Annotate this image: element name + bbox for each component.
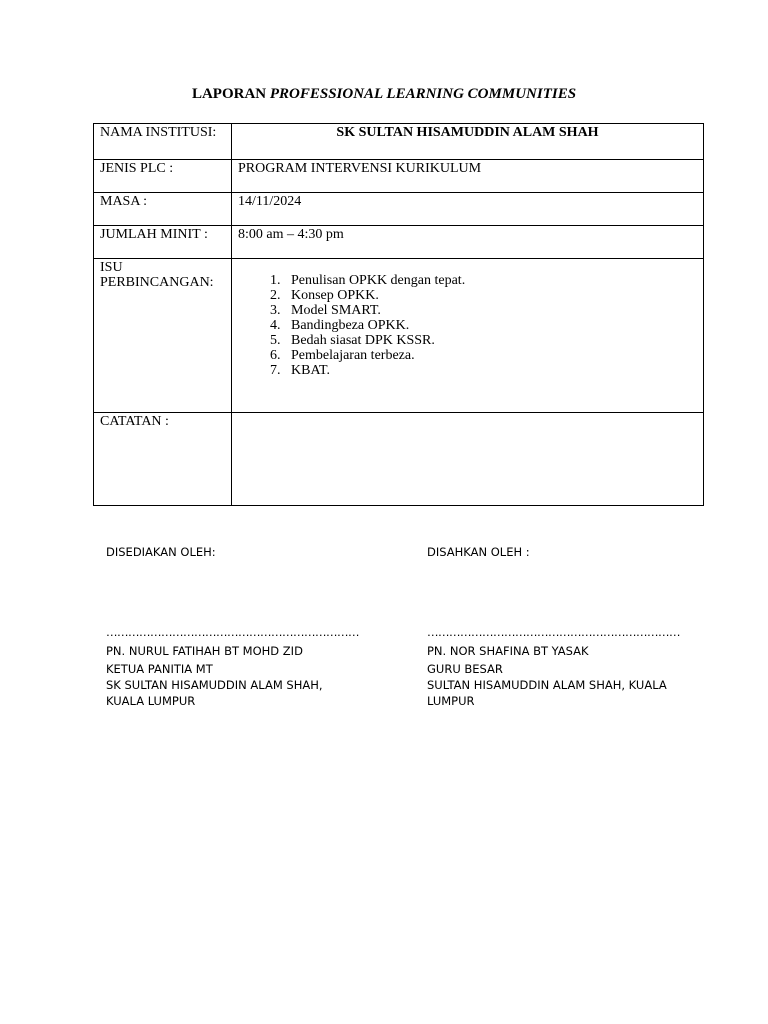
- list-item: 2. Konsep OPKK.: [284, 288, 697, 303]
- signatory-role: GURU BESAR: [427, 662, 503, 676]
- signatory-address: SK SULTAN HISAMUDDIN ALAM SHAH, KUALA LUMPUR: [106, 678, 323, 708]
- signatory-name: PN. NURUL FATIHAH BT MOHD ZID: [106, 644, 303, 658]
- table-row: [94, 193, 704, 226]
- value-catatan: [232, 413, 704, 506]
- signature-line: ……………………………………………………………: [427, 625, 680, 639]
- report-title: [0, 86, 768, 103]
- label-jumlah-minit: JUMLAH MINIT :: [94, 226, 232, 259]
- signature-heading: DISAHKAN OLEH :: [427, 545, 530, 559]
- list-item: 1. Penulisan OPKK dengan tepat.: [284, 273, 697, 288]
- value-masa: 14/11/2024: [232, 193, 704, 226]
- signature-block-approved: [427, 544, 687, 709]
- list-item: 5. Bedah siasat DPK KSSR.: [284, 333, 697, 348]
- issues-list: [238, 273, 697, 378]
- signature-line: ……………………………………………………………: [106, 625, 359, 639]
- list-item: 7. KBAT.: [284, 363, 697, 378]
- value-isu-perbincangan: [232, 259, 704, 413]
- label-catatan: CATATAN :: [94, 413, 232, 506]
- signatory-address: SULTAN HISAMUDDIN ALAM SHAH, KUALA LUMPUR: [427, 678, 667, 708]
- label-jenis-plc: JENIS PLC :: [94, 160, 232, 193]
- list-item: 6. Pembelajaran terbeza.: [284, 348, 697, 363]
- signature-block-prepared: [106, 544, 359, 709]
- table-row: [94, 226, 704, 259]
- title-italic: PROFESSIONAL LEARNING COMMUNITIES: [269, 86, 577, 102]
- value-jenis-plc: PROGRAM INTERVENSI KURIKULUM: [232, 160, 704, 193]
- label-isu-perbincangan: ISU PERBINCANGAN:: [94, 259, 232, 413]
- table-row: [94, 413, 704, 506]
- list-item: 4. Bandingbeza OPKK.: [284, 318, 697, 333]
- signatory-name: PN. NOR SHAFINA BT YASAK: [427, 644, 589, 658]
- value-jumlah-minit: 8:00 am – 4:30 pm: [232, 226, 704, 259]
- title-prefix: LAPORAN: [191, 86, 270, 102]
- signatory-role: KETUA PANITIA MT: [106, 662, 213, 676]
- value-nama-institusi: SK SULTAN HISAMUDDIN ALAM SHAH: [232, 124, 704, 160]
- signature-heading: DISEDIAKAN OLEH:: [106, 545, 216, 559]
- table-row: [94, 160, 704, 193]
- label-masa: MASA :: [94, 193, 232, 226]
- table-row: [94, 259, 704, 413]
- table-row: [94, 124, 704, 160]
- report-table: [93, 123, 704, 506]
- label-nama-institusi: NAMA INSTITUSI:: [94, 124, 232, 160]
- list-item: 3. Model SMART.: [284, 303, 697, 318]
